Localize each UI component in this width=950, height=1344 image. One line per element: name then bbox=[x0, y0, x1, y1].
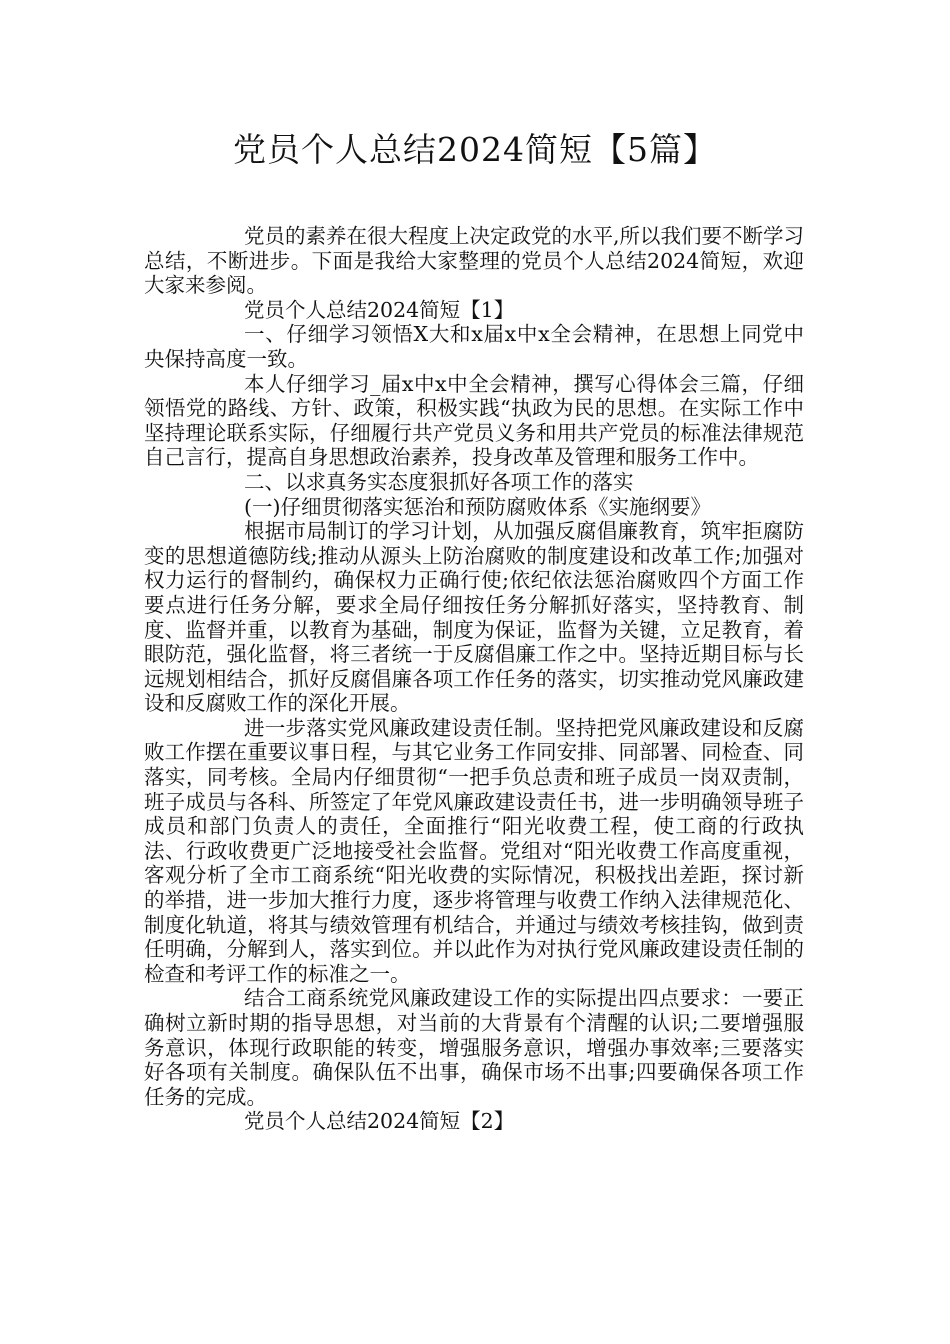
body-paragraph: 结合工商系统党风廉政建设工作的实际提出四点要求：一要正确树立新时期的指导思想，对当前的大背景有个清醒的认识;二要增强服务意识，体现行政职能的转变，增强服务意识，增强办事效率;三要落实好各项有关制度。确保队伍不出事，确保市场不出事;四要确保各项工作任务的完成。 bbox=[144, 986, 804, 1109]
body-paragraph: 进一步落实党风廉政建设责任制。坚持把党风廉政建设和反腐败工作摆在重要议事日程，与其它业务工作同安排、同部署、同检查、同落实，同考核。全局内仔细贯彻“一把手负总责和班子成员一岗双责制，班子成员与各科、所签定了年党风廉政建设责任书，进一步明确领导班子成员和部门负责人的责任，全面推行“阳光收费工程，使工商的行政执法、行政收费更广泛地接受社会监督。党组对“阳光收费工作高度重视，客观分析了全市工商系统“阳光收费的实际情况，积极找出差距，探讨新的举措，进一步加大推行力度，逐步将管理与收费工作纳入法律规范化、制度化轨道，将其与绩效管理有机结合，并通过与绩效考核挂钩，做到责任明确，分解到人，落实到位。并以此作为对执行党风廉政建设责任制的检查和考评工作的标准之一。 bbox=[144, 715, 804, 986]
subheading-study: 一、仔细学习领悟X大和x届x中x全会精神，在思想上同党中央保持高度一致。 bbox=[144, 322, 804, 371]
section-heading-1: 党员个人总结2024简短【1】 bbox=[244, 297, 515, 322]
subheading-implementation: 二、以求真务实态度狠抓好各项工作的落实 bbox=[244, 469, 634, 494]
section-heading-2: 党员个人总结2024简短【2】 bbox=[244, 1109, 515, 1134]
body-paragraph: 根据市局制订的学习计划，从加强反腐倡廉教育，筑牢拒腐防变的思想道德防线;推动从源头上防治腐败的制度建设和改革工作;加强对权力运行的督制约，确保权力正确行使;依纪依法惩治腐败四个方面工作要点进行任务分解，要求全局仔细按任务分解抓好落实，坚持教育、制度、监督并重，以教育为基础，制度为保证，监督为关键，立足教育，着眼防范，强化监督，将三者统一于反腐倡廉工作之中。坚持近期目标与长远规划相结合，抓好反腐倡廉各项工作任务的落实，切实推动党风廉政建设和反腐败工作的深化开展。 bbox=[144, 519, 804, 716]
document-body bbox=[144, 224, 804, 1134]
intro-paragraph: 党员的素养在很大程度上决定政党的水平,所以我们要不断学习总结，不断进步。下面是我给大家整理的党员个人总结2024简短，欢迎大家来参阅。 bbox=[144, 224, 805, 298]
subheading-outline: (一)仔细贯彻落实惩治和预防腐败体系《实施纲要》 bbox=[244, 494, 711, 519]
document-title: 党员个人总结2024简短【5篇】 bbox=[233, 130, 717, 169]
body-paragraph: 本人仔细学习_届x中x中全会精神，撰写心得体会三篇，仔细领悟党的路线、方针、政策，积极实践“执政为民的思想。在实际工作中坚持理论联系实际，仔细履行共产党员义务和用共产党员的标准法律规范自己言行，提高自身思想政治素养，投身改革及管理和服务工作中。 bbox=[144, 371, 804, 470]
